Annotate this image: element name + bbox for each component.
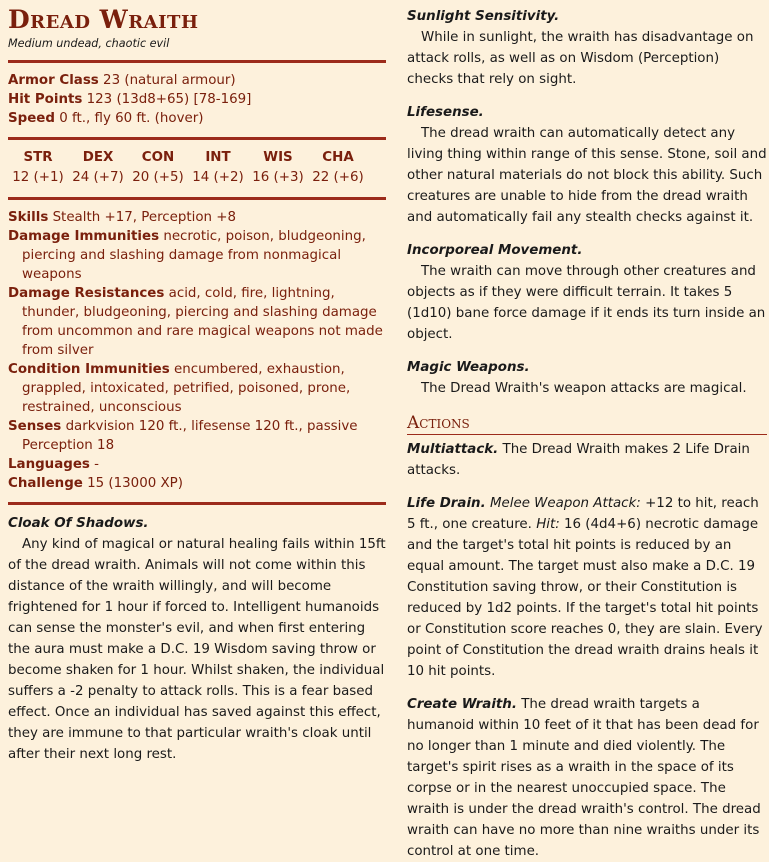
trait-sunlight-sensitivity — [407, 6, 767, 90]
section-divider — [8, 60, 386, 63]
ability-name: STR — [23, 150, 53, 165]
action-body: 16 (4d4+6) necrotic damage and the target's total hit points is reduced by an equal amount. The target must also make a D.C. 19 Constitution saving throw, or their Constitution is reduced by 1d2 points. If the target's total hit points or Constitution score reaches 0, they are slain. Every point of Constitution the dread wraith drains heals it 10 hit points. — [407, 517, 763, 679]
condition-immunities-line — [8, 360, 386, 417]
languages-line — [8, 455, 386, 474]
trait-lifesense — [407, 102, 767, 228]
skills-label: Skills — [8, 210, 49, 225]
monster-meta: Medium undead, chaotic evil — [8, 37, 170, 50]
hit-points-label: Hit Points — [8, 92, 83, 107]
senses-label: Senses — [8, 419, 62, 434]
stat-block-left-column — [8, 4, 386, 765]
trait-title: Sunlight Sensitivity. — [407, 9, 560, 24]
armor-class-value: 23 (natural armour) — [103, 73, 236, 88]
spacer — [407, 90, 767, 102]
action-multiattack — [407, 439, 767, 481]
ability-score: 22 (+6) — [312, 170, 364, 185]
armor-class-label: Armor Class — [8, 73, 99, 88]
trait-incorporeal-movement — [407, 240, 767, 345]
trait-title: Lifesense. — [407, 105, 484, 120]
speed-label: Speed — [8, 111, 55, 126]
ability-score: 24 (+7) — [72, 170, 124, 185]
ability-name: CON — [141, 150, 175, 165]
ability-wis — [248, 148, 308, 188]
senses-value: darkvision 120 ft., lifesense 120 ft., passive Perception 18 — [22, 419, 358, 453]
action-name: Life Drain. — [407, 496, 486, 511]
ability-score: 16 (+3) — [252, 170, 304, 185]
ability-score: 20 (+5) — [132, 170, 184, 185]
damage-resistances-line — [8, 284, 386, 360]
action-life-drain — [407, 493, 767, 682]
speed-line — [8, 109, 386, 128]
damage-immunities-line — [8, 227, 386, 284]
trait-title: Cloak Of Shadows. — [8, 516, 149, 531]
trait-body: The wraith can move through other creatures and objects as if they were difficult terrain. It takes 5 (1d10) bane force damage if it ends its turn inside an object. — [407, 264, 766, 342]
ability-name: INT — [205, 150, 231, 165]
action-body: The Dread Wraith makes 2 Life Drain attacks. — [407, 442, 750, 478]
hit-points-value: 123 (13d8+65) [78-169] — [86, 92, 252, 107]
basic-stats — [8, 71, 386, 128]
spacer — [407, 345, 767, 357]
ability-score: 12 (+1) — [12, 170, 64, 185]
action-name: Multiattack. — [407, 442, 499, 457]
challenge-value: 15 (13000 XP) — [87, 476, 183, 491]
ability-name: CHA — [322, 150, 354, 165]
trait-cloak-of-shadows — [8, 513, 386, 765]
damage-resistances-value: acid, cold, fire, lightning, thunder, bludgeoning, piercing and slashing damage from uncommon and rare magical weapons not made from silver — [22, 286, 383, 358]
condition-immunities-label: Condition Immunities — [8, 362, 170, 377]
actions-heading: Actions — [407, 413, 767, 435]
trait-body: The dread wraith can automatically detect any living thing within range of this sense. Stone, soil and other natural materials do not block this ability. Such creatures are unable to hide from the dread wraith and automatically fail any stealth checks against it. — [407, 126, 767, 225]
languages-value: - — [94, 457, 100, 472]
trait-magic-weapons — [407, 357, 767, 399]
ability-name: WIS — [263, 150, 293, 165]
stat-block-right-column — [407, 6, 767, 862]
trait-body: Any kind of magical or natural healing fails within 15ft of the dread wraith. Animals will not come within this distance of the wraith willingly, and will become frightened for 1 hour if forced to. Intelligent humanoids can sense the monster's evil, and when first entering the aura must make a D.C. 19 Wisdom saving throw or become shaken for 1 hour. Whilst shaken, the individual suffers a -2 penalty to attack rolls. This is a fear based effect. Once an individual has saved against this effect, they are immune to that particular wraith's cloak until after their next long rest. — [8, 537, 386, 762]
section-divider — [8, 197, 386, 200]
monster-name: Dread Wraith — [8, 5, 199, 34]
damage-immunities-label: Damage Immunities — [8, 229, 160, 244]
condition-immunities-value: encumbered, exhaustion, grappled, intoxicated, petrified, poisoned, prone, restrained, unconscious — [22, 362, 351, 415]
action-body: The dread wraith targets a humanoid within 10 feet of it that has been dead for no longer than 1 minute and died violently. The target's spirit rises as a wraith in the space of its corpse or in the nearest unoccupied space. The wraith is under the dread wraith's control. The dread wraith can have no more than nine wraiths under its control at one time. — [407, 697, 761, 859]
damage-immunities-value: necrotic, poison, bludgeoning, piercing and slashing damage from nonmagical weapons — [22, 229, 366, 282]
attack-stats: +12 to hit, reach 5 ft., one creature. — [407, 496, 759, 532]
skills-line — [8, 208, 386, 227]
languages-label: Languages — [8, 457, 90, 472]
challenge-line — [8, 474, 386, 493]
properties — [8, 208, 386, 493]
action-name: Create Wraith. — [407, 697, 517, 712]
trait-body: The Dread Wraith's weapon attacks are magical. — [421, 381, 747, 396]
ability-str — [8, 148, 68, 188]
trait-title: Magic Weapons. — [407, 360, 530, 375]
section-divider — [8, 502, 386, 505]
spacer — [407, 228, 767, 240]
challenge-label: Challenge — [8, 476, 83, 491]
hit-label: Hit: — [536, 517, 560, 532]
action-create-wraith — [407, 694, 767, 862]
trait-body: While in sunlight, the wraith has disadvantage on attack rolls, as well as on Wisdom (Perception) checks that rely on sight. — [407, 30, 754, 87]
ability-con — [128, 148, 188, 188]
ability-name: DEX — [82, 150, 114, 165]
attack-type: Melee Weapon Attack: — [489, 496, 641, 511]
skills-value: Stealth +17, Perception +8 — [52, 210, 237, 225]
ability-cha — [308, 148, 368, 188]
ability-dex — [68, 148, 128, 188]
speed-value: 0 ft., fly 60 ft. (hover) — [59, 111, 204, 126]
ability-score: 14 (+2) — [192, 170, 244, 185]
hit-points-line — [8, 90, 386, 109]
senses-line — [8, 417, 386, 455]
section-divider — [8, 137, 386, 140]
ability-scores — [8, 148, 368, 188]
trait-title: Incorporeal Movement. — [407, 243, 583, 258]
ability-int — [188, 148, 248, 188]
damage-resistances-label: Damage Resistances — [8, 286, 165, 301]
armor-class-line — [8, 71, 386, 90]
